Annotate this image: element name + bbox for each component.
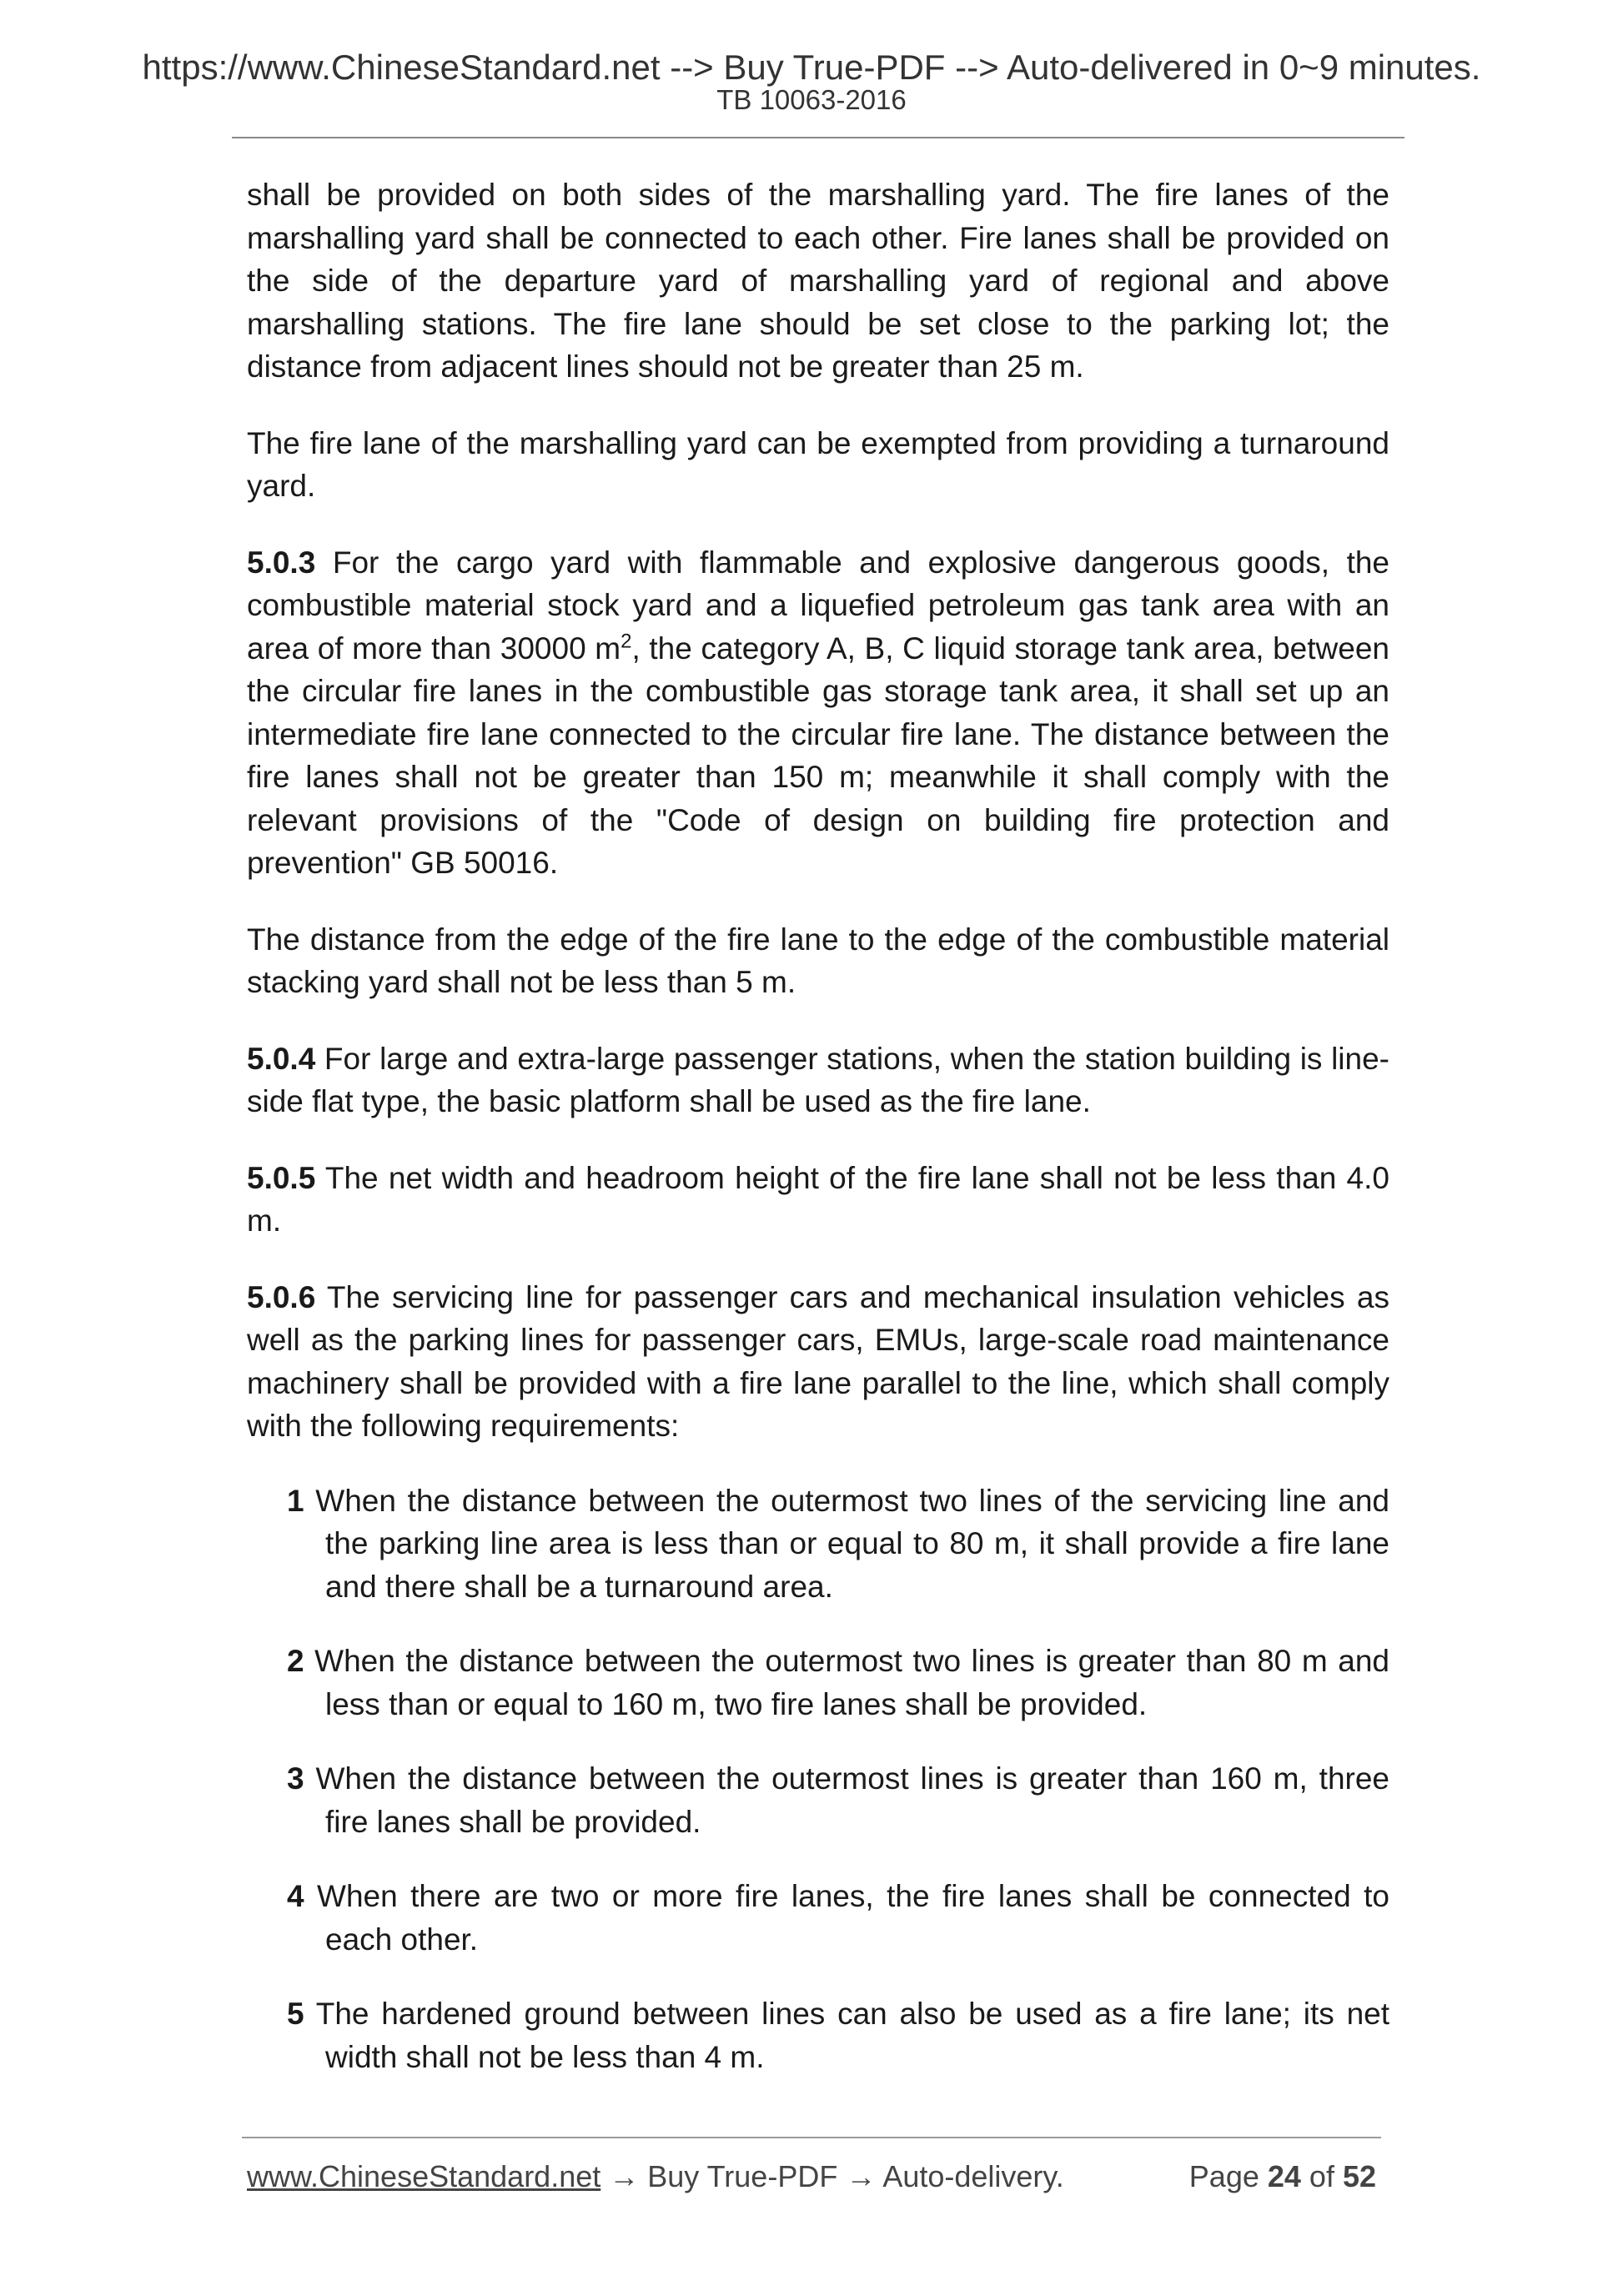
document-body bbox=[247, 173, 1389, 2110]
item-text: When the distance between the outermost lines is greater than 160 m, three fire lanes shall be provided. bbox=[304, 1761, 1389, 1839]
footer-source bbox=[247, 2158, 1064, 2195]
item-text: When there are two or more fire lanes, the fire lanes shall be connected to each other. bbox=[304, 1879, 1389, 1957]
item-number: 1 bbox=[287, 1483, 304, 1518]
page-label: Page bbox=[1188, 2159, 1268, 2193]
website-link[interactable]: www.ChineseStandard.net bbox=[247, 2159, 601, 2193]
list-item bbox=[287, 1875, 1389, 1961]
footer-divider bbox=[242, 2137, 1381, 2138]
clause-text-continued: , the category A, B, C liquid storage tank area, between the circular fire lanes in the combustible gas storage tank area, it shall set up an intermediate fire lane connected to the circular fire lane. The distance between the fire lanes shall not be greater than 150 m; meanwhile it shall comply with the relevant provisions of the "Code of design on building fire protection and prevention" GB 50016. bbox=[247, 631, 1389, 880]
clause-5-0-5 bbox=[247, 1157, 1389, 1243]
superscript: 2 bbox=[621, 630, 632, 653]
footer-tagline: → Buy True-PDF → Auto-delivery. bbox=[600, 2159, 1064, 2193]
clause-text: For large and extra-large passenger stations, when the station building is line-side flat type, the basic platform shall be used as the fire lane. bbox=[247, 1041, 1389, 1118]
current-page-number: 24 bbox=[1267, 2159, 1301, 2193]
clause-number: 5.0.4 bbox=[247, 1041, 316, 1076]
item-text: When the distance between the outermost two lines of the servicing line and the parking line area is less than or equal to 80 m, it shall provide a fire lane and there shall be a turnaround area. bbox=[304, 1483, 1389, 1604]
paragraph-marshalling-yard: shall be provided on both sides of the marshalling yard. The fire lanes of the marshalling yard shall be connected to each other. Fire lanes shall be provided on the side of the departure yard of marshalling yard of regional and above marshalling stations. The fire lane should be set close to the parking lot; the distance from adjacent lines should not be greater than 25 m. bbox=[247, 178, 1389, 384]
of-label: of bbox=[1300, 2159, 1343, 2193]
clause-number: 5.0.5 bbox=[247, 1160, 316, 1195]
source-banner: https://www.ChineseStandard.net --> Buy True-PDF --> Auto-delivered in 0~9 minutes. bbox=[142, 48, 1481, 87]
clause-5-0-4 bbox=[247, 1037, 1389, 1123]
item-number: 4 bbox=[287, 1879, 304, 1913]
clause-text: The servicing line for passenger cars and mechanical insulation vehicles as well as the parking lines for passenger cars, EMUs, large-scale road maintenance machinery shall be provided with a fire lane parallel to the line, which shall comply with the following requirements: bbox=[247, 1279, 1389, 1443]
clause-5-0-3 bbox=[247, 541, 1389, 885]
list-item bbox=[287, 1480, 1389, 1609]
document-code: TB 10063-2016 bbox=[716, 84, 907, 115]
item-number: 2 bbox=[287, 1644, 304, 1678]
item-text: When the distance between the outermost two lines is greater than 80 m and less than or equal to 160 m, two fire lanes shall be provided. bbox=[304, 1644, 1389, 1721]
list-item bbox=[287, 1992, 1389, 2078]
paragraph-stacking-yard-distance: The distance from the edge of the fire lane to the edge of the combustible material stacking yard shall not be less than 5 m. bbox=[247, 922, 1389, 999]
list-item bbox=[287, 1640, 1389, 1726]
total-page-count: 52 bbox=[1342, 2159, 1376, 2193]
page-indicator bbox=[1189, 2158, 1376, 2195]
clause-5-0-6 bbox=[247, 1276, 1389, 1448]
header-divider bbox=[232, 137, 1404, 138]
item-text: The hardened ground between lines can also be used as a fire lane; its net width shall not be less than 4 m. bbox=[304, 1997, 1389, 2074]
item-number: 5 bbox=[287, 1997, 304, 2031]
clause-text: The net width and headroom height of the fire lane shall not be less than 4.0 m. bbox=[247, 1160, 1389, 1238]
clause-number: 5.0.3 bbox=[247, 545, 316, 580]
clause-number: 5.0.6 bbox=[247, 1279, 316, 1314]
clause-text: For the cargo yard with flammable and explosive dangerous goods, the combustible material stock yard and a liquefied petroleum gas tank area with an area of more than 30000 m bbox=[247, 545, 1389, 666]
list-item bbox=[287, 1757, 1389, 1843]
item-number: 3 bbox=[287, 1761, 304, 1796]
paragraph-turnaround-exemption: The fire lane of the marshalling yard can be exempted from providing a turnaround yard. bbox=[247, 425, 1389, 503]
